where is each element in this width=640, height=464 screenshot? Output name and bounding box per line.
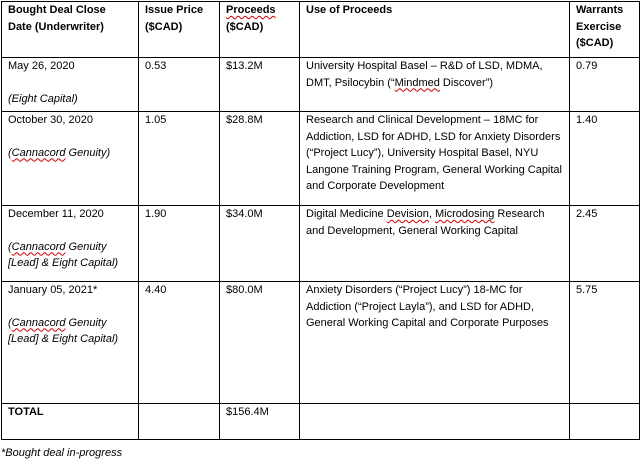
total-proceeds: $156.4M: [220, 404, 300, 440]
close-date-cell: [2, 282, 139, 404]
table-row: [2, 58, 640, 112]
total-row: [2, 404, 640, 440]
underwriter: (Cannacord Genuity): [8, 146, 111, 159]
use-of-proceeds: University Hospital Basel – R&D of LSD, MDMA, DMT, Psilocybin (“Mindmed Discover”): [300, 58, 570, 112]
use-of-proceeds: Research and Clinical Development – 18MC for Addiction, LSD for ADHD, LSD for Anxiety Disorders (“Project Lucy”), University Hospital Basel, NYU Langone Training Program, General Working Capital and Corporate Development: [300, 112, 570, 206]
table-row: [2, 112, 640, 206]
underwriter: (Cannacord Genuity [Lead] & Eight Capital): [8, 240, 119, 269]
proceeds: $13.2M: [220, 58, 300, 112]
underwriter: (Eight Capital): [8, 92, 78, 105]
use-of-proceeds: Anxiety Disorders (“Project Lucy”) 18-MC for Addiction (“Project Layla”), and LSD for ADHD, General Working Capital and Corporate Purposes: [300, 282, 570, 404]
issue-price: 0.53: [139, 58, 220, 112]
header-proceeds-title: Proceeds: [226, 4, 276, 16]
header-issue-price: Issue Price ($CAD): [139, 2, 220, 58]
close-date: December 11, 2020: [8, 208, 104, 220]
header-proceeds-unit: ($CAD): [226, 20, 264, 33]
issue-price: 4.40: [139, 282, 220, 404]
spellcheck-flag: Cannacord: [11, 240, 66, 253]
close-date-cell: [2, 58, 139, 112]
proceeds: $34.0M: [220, 206, 300, 282]
proceeds: $80.0M: [220, 282, 300, 404]
spellcheck-flag: Cannacord: [11, 146, 66, 159]
warrants-exercise: 1.40: [570, 112, 640, 206]
close-date: May 26, 2020: [8, 60, 75, 72]
issue-price: 1.05: [139, 112, 220, 206]
warrants-exercise: 0.79: [570, 58, 640, 112]
spellcheck-flag: Mindmed: [394, 76, 440, 89]
spellcheck-flag: Cannacord: [11, 316, 66, 329]
table-row: [2, 206, 640, 282]
bought-deals-table: [1, 1, 640, 440]
total-empty-cell: [300, 404, 570, 440]
header-close-date: Bought Deal Close Date (Underwriter): [2, 2, 139, 58]
header-proceeds: [220, 2, 300, 58]
proceeds: $28.8M: [220, 112, 300, 206]
use-of-proceeds: Digital Medicine Devision, Microdosing Research and Development, General Working Capital: [300, 206, 570, 282]
header-warrants: Warrants Exercise ($CAD): [570, 2, 640, 58]
footnote: *Bought deal in-progress: [1, 447, 123, 459]
table-header-row: [2, 2, 640, 58]
table-row: [2, 282, 640, 404]
close-date: January 05, 2021*: [8, 284, 98, 296]
total-empty-cell: [570, 404, 640, 440]
issue-price: 1.90: [139, 206, 220, 282]
warrants-exercise: 5.75: [570, 282, 640, 404]
total-label: TOTAL: [2, 404, 139, 440]
spellcheck-flag: Microdosing: [435, 208, 495, 220]
total-empty-cell: [139, 404, 220, 440]
underwriter: (Cannacord Genuity [Lead] & Eight Capital): [8, 316, 119, 345]
header-use-of-proceeds: Use of Proceeds: [300, 2, 570, 58]
spellcheck-flag: Devision: [386, 208, 429, 220]
warrants-exercise: 2.45: [570, 206, 640, 282]
close-date-cell: [2, 112, 139, 206]
close-date: October 30, 2020: [8, 114, 94, 126]
close-date-cell: [2, 206, 139, 282]
